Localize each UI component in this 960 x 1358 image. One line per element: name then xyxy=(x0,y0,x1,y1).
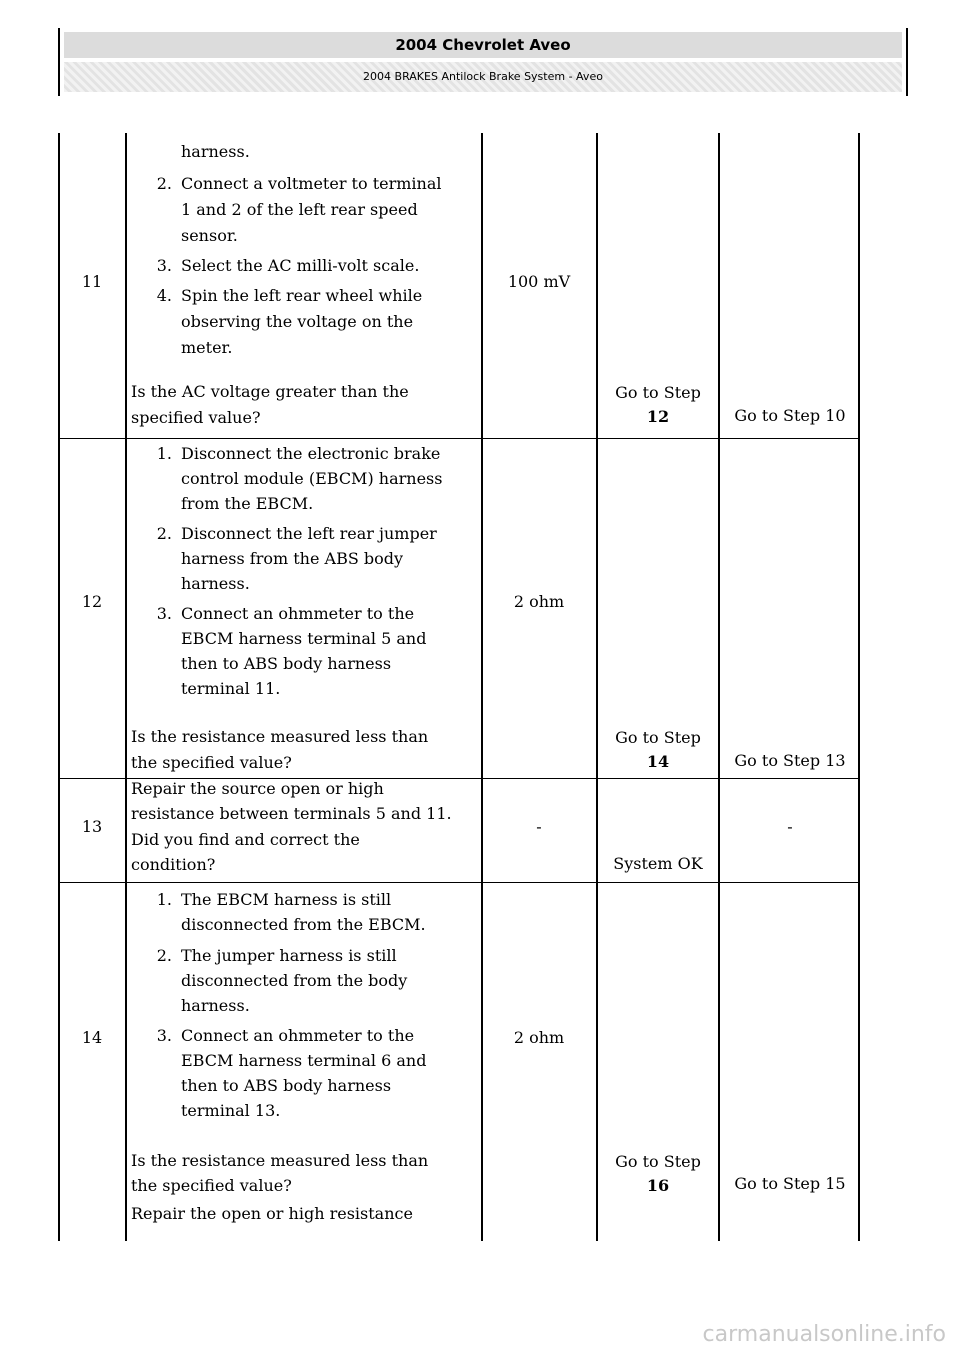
list-number: 1. xyxy=(156,890,172,909)
step-text: Connect a voltmeter to terminal xyxy=(181,174,442,193)
step-text: Spin the left rear wheel while xyxy=(181,286,423,305)
step-text: The EBCM harness is still xyxy=(181,890,392,909)
step-text: harness from the ABS body xyxy=(181,549,404,568)
step-text: resistance between terminals 5 and 11. xyxy=(131,804,452,823)
no-action: Go to Step 13 xyxy=(734,751,846,770)
yes-action-step: 12 xyxy=(646,407,670,426)
list-number: 4. xyxy=(156,286,172,305)
step-text: observing the voltage on the xyxy=(181,312,414,331)
column-divider xyxy=(481,133,483,1241)
list-number: 2. xyxy=(156,946,172,965)
yes-action-text: Go to Step xyxy=(615,728,701,747)
step-text: disconnected from the EBCM. xyxy=(181,915,426,934)
table-border-left xyxy=(58,133,60,1241)
list-number: 3. xyxy=(156,604,172,623)
yes-action xyxy=(598,381,718,429)
step-number: 13 xyxy=(81,817,103,836)
step-text: Select the AC milli-volt scale. xyxy=(181,256,420,275)
list-number: 2. xyxy=(156,174,172,193)
column-divider xyxy=(596,133,598,1241)
step-text: terminal 11. xyxy=(181,679,281,698)
step-text: 1 and 2 of the left rear speed xyxy=(181,200,418,219)
yes-action: System OK xyxy=(613,854,703,873)
document-subtitle: 2004 BRAKES Antilock Brake System - Aveo xyxy=(64,62,902,92)
no-action: Go to Step 10 xyxy=(734,406,846,425)
step-text: harness. xyxy=(181,142,250,161)
specified-value: 100 mV xyxy=(507,272,571,291)
no-action: Go to Step 15 xyxy=(734,1174,846,1193)
yes-action-text: Go to Step xyxy=(615,383,701,402)
step-text: from the EBCM. xyxy=(181,494,314,513)
row-divider xyxy=(481,1196,483,1197)
yes-action-step: 14 xyxy=(646,752,670,771)
step-question: Is the resistance measured less than xyxy=(131,727,429,746)
list-number: 2. xyxy=(156,524,172,543)
step-text: Connect an ohmmeter to the xyxy=(181,1026,415,1045)
step-question: specified value? xyxy=(131,408,261,427)
step-text: control module (EBCM) harness xyxy=(181,469,443,488)
step-number: 12 xyxy=(81,592,103,611)
row-divider xyxy=(58,438,860,439)
step-text: terminal 13. xyxy=(181,1101,281,1120)
page-header xyxy=(58,28,908,96)
list-number: 1. xyxy=(156,444,172,463)
list-number: 3. xyxy=(156,256,172,275)
step-text: sensor. xyxy=(181,226,238,245)
step-question: condition? xyxy=(131,855,216,874)
column-divider xyxy=(125,133,127,1241)
step-question: the specified value? xyxy=(131,1176,292,1195)
document-title: 2004 Chevrolet Aveo xyxy=(64,32,902,58)
step-text: EBCM harness terminal 6 and xyxy=(181,1051,427,1070)
step-text: disconnected from the body xyxy=(181,971,408,990)
step-text: Disconnect the left rear jumper xyxy=(181,524,437,543)
step-text: Connect an ohmmeter to the xyxy=(181,604,415,623)
specified-value: 2 ohm xyxy=(513,592,565,611)
step-number: 11 xyxy=(81,272,103,291)
step-text: then to ABS body harness xyxy=(181,1076,392,1095)
step-text: Repair the open or high resistance xyxy=(131,1204,413,1223)
no-action: - xyxy=(787,817,793,836)
step-text: Repair the source open or high xyxy=(131,779,384,798)
step-text: then to ABS body harness xyxy=(181,654,392,673)
step-question: Is the AC voltage greater than the xyxy=(131,382,409,401)
yes-action xyxy=(598,1150,718,1198)
specified-value: - xyxy=(536,817,542,836)
yes-action-text: Go to Step xyxy=(615,1152,701,1171)
step-text: harness. xyxy=(181,574,250,593)
step-question: Is the resistance measured less than xyxy=(131,1151,429,1170)
step-text: meter. xyxy=(181,338,233,357)
list-number: 3. xyxy=(156,1026,172,1045)
row-divider xyxy=(58,882,860,883)
table-border-right xyxy=(858,133,860,1241)
specified-value: 2 ohm xyxy=(513,1028,565,1047)
step-number: 14 xyxy=(81,1028,103,1047)
column-divider xyxy=(718,133,720,1241)
step-text: EBCM harness terminal 5 and xyxy=(181,629,427,648)
step-question: the specified value? xyxy=(131,753,292,772)
step-text: Disconnect the electronic brake xyxy=(181,444,441,463)
watermark[interactable]: carmanualsonline.info xyxy=(702,1322,946,1347)
step-text: The jumper harness is still xyxy=(181,946,397,965)
step-text: Did you find and correct the xyxy=(131,830,360,849)
yes-action-step: 16 xyxy=(646,1176,670,1195)
yes-action xyxy=(598,726,718,774)
step-text: harness. xyxy=(181,996,250,1015)
